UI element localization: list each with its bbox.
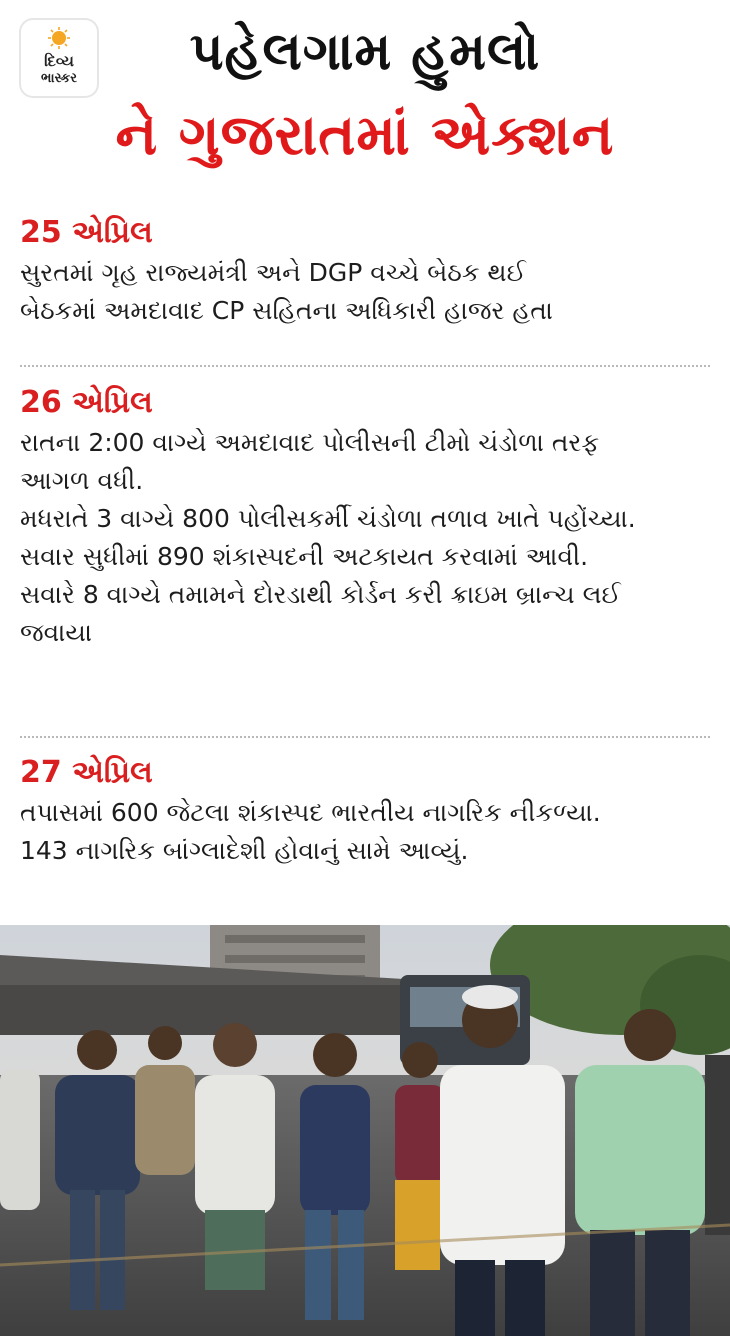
section-line: સુરતમાં ગૃહ રાજ્યમંત્રી અને DGP વચ્ચે બેઠક થઈ: [20, 258, 526, 287]
news-photo: [0, 925, 730, 1336]
section-line: મધરાતે 3 વાગ્યે 800 પોલીસકર્મી ચંડોળા તળાવ ખાતે પહોંચ્યા.: [20, 504, 636, 533]
divider: [20, 365, 710, 367]
logo-text-line2: ભાસ્કર: [41, 71, 77, 86]
section-date: 27 એપ્રિલ: [20, 755, 153, 790]
section-line: 143 નાગરિક બાંગ્લાદેશી હોવાનું સામે આવ્યું.: [20, 836, 469, 865]
header: [0, 0, 730, 200]
timeline-section-26-april: [20, 382, 710, 652]
logo-text-line1: દિવ્ય: [44, 52, 74, 70]
timeline-section-25-april: [20, 212, 710, 330]
section-date: 25 એપ્રિલ: [20, 215, 153, 250]
headline-line1: પહેલગામ હુમલો: [189, 22, 541, 82]
headline-line2: ને ગુજરાતમાં એક્શન: [115, 103, 615, 168]
section-date: 26 એપ્રિલ: [20, 385, 153, 420]
section-line: બેઠકમાં અમદાવાદ CP સહિતના અધિકારી હાજર હતા: [20, 296, 553, 325]
section-line: રાતના 2:00 વાગ્યે અમદાવાદ પોલીસની ટીમો ચંડોળા તરફ: [20, 428, 600, 457]
section-line: તપાસમાં 600 જેટલા શંકાસ્પદ ભારતીય નાગરિક નીકળ્યા.: [20, 798, 601, 827]
section-line: આગળ વધી.: [20, 466, 144, 495]
divya-bhaskar-logo[interactable]: [19, 18, 99, 98]
timeline-section-27-april: [20, 752, 710, 870]
detainees-photo-illustration: [0, 925, 730, 1336]
section-line: જવાયા: [20, 618, 92, 647]
section-line: સવાર સુધીમાં 890 શંકાસ્પદની અટકાયત કરવામાં આવી.: [20, 542, 589, 571]
section-line: સવારે 8 વાગ્યે તમામને દોરડાથી કોર્ડન કરી ક્રાઇમ બ્રાન્ચ લઈ: [20, 580, 621, 609]
sun-logo-icon: [48, 27, 70, 49]
divider: [20, 736, 710, 738]
